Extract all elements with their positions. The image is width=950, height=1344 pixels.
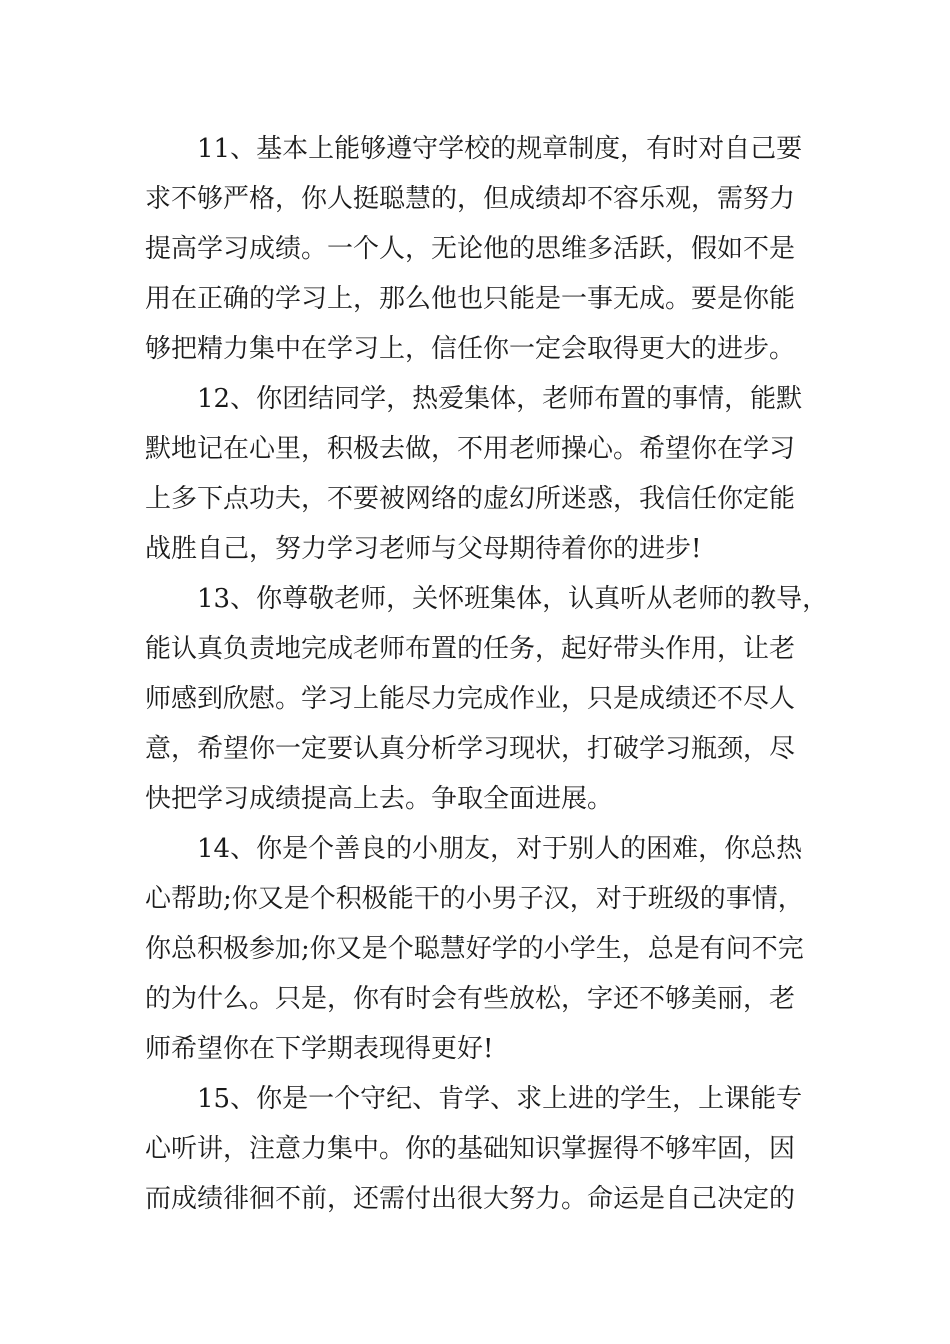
paragraph-12 bbox=[145, 374, 815, 574]
text-line: 师感到欣慰。学习上能尽力完成作业，只是成绩还不尽人 bbox=[145, 684, 796, 714]
text-line: 意，希望你一定要认真分析学习现状，打破学习瓶颈，尽 bbox=[145, 734, 796, 764]
text-line: 11、基本上能够遵守学校的规章制度，有时对自己要 bbox=[197, 134, 803, 164]
text-line: 15、你是一个守纪、肯学、求上进的学生，上课能专 bbox=[197, 1084, 803, 1114]
text-line: 能认真负责地完成老师布置的任务，起好带头作用，让老 bbox=[145, 634, 796, 664]
paragraph-15 bbox=[145, 1074, 815, 1224]
text-line: 13、你尊敬老师，关怀班集体，认真听从老师的教导， bbox=[197, 584, 829, 614]
text-line: 战胜自己，努力学习老师与父母期待着你的进步! bbox=[145, 534, 702, 564]
text-line: 14、你是个善良的小朋友，对于别人的困难，你总热 bbox=[197, 834, 803, 864]
text-line: 12、你团结同学，热爱集体，老师布置的事情，能默 bbox=[197, 384, 803, 414]
text-line: 而成绩徘徊不前，还需付出很大努力。命运是自己决定的 bbox=[145, 1184, 796, 1214]
text-line: 你总积极参加;你又是个聪慧好学的小学生，总是有问不完 bbox=[145, 934, 804, 964]
text-line: 求不够严格，你人挺聪慧的，但成绩却不容乐观，需努力 bbox=[145, 184, 796, 214]
text-line: 默地记在心里，积极去做，不用老师操心。希望你在学习 bbox=[145, 434, 796, 464]
text-line: 用在正确的学习上，那么他也只能是一事无成。要是你能 bbox=[145, 284, 796, 314]
text-line: 上多下点功夫，不要被网络的虚幻所迷惑，我信任你定能 bbox=[145, 484, 796, 514]
text-line: 的为什么。只是，你有时会有些放松，字还不够美丽，老 bbox=[145, 984, 796, 1014]
text-line: 心帮助;你又是个积极能干的小男子汉，对于班级的事情， bbox=[145, 884, 804, 914]
paragraph-11 bbox=[145, 124, 815, 374]
text-line: 够把精力集中在学习上，信任你一定会取得更大的进步。 bbox=[145, 334, 796, 364]
text-line: 提高学习成绩。一个人，无论他的思维多活跃，假如不是 bbox=[145, 234, 796, 264]
text-line: 心听讲，注意力集中。你的基础知识掌握得不够牢固，因 bbox=[145, 1134, 796, 1164]
paragraph-14 bbox=[145, 824, 815, 1074]
text-line: 师希望你在下学期表现得更好! bbox=[145, 1034, 494, 1064]
paragraph-13 bbox=[145, 574, 829, 824]
document-body bbox=[145, 124, 829, 1224]
text-line: 快把学习成绩提高上去。争取全面进展。 bbox=[145, 784, 614, 814]
